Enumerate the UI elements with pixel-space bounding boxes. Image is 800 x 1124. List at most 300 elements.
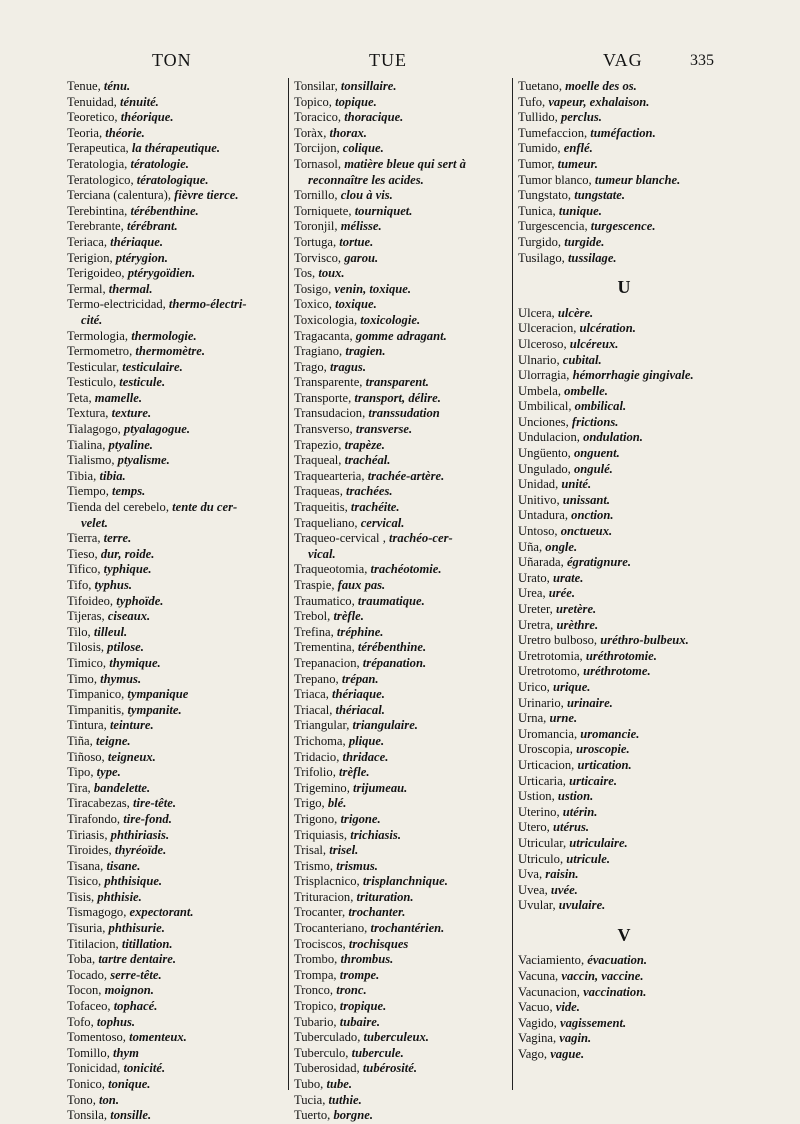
headword: Timpanico, — [67, 687, 125, 702]
translation: utriculaire. — [569, 835, 628, 850]
headword: Tullido, — [518, 110, 558, 125]
headword: Ulorragia, — [518, 368, 570, 383]
dictionary-entry — [518, 555, 730, 571]
dictionary-entry — [294, 937, 510, 953]
headword: Terigion, — [67, 250, 113, 265]
translation: transparent. — [365, 375, 429, 390]
headword: Trocanteriano, — [294, 921, 368, 936]
headword: Toronjil, — [294, 219, 338, 234]
entry-continuation — [67, 516, 287, 532]
headword: Tienda del cerebelo, — [67, 500, 169, 515]
headword: Uñarada, — [518, 555, 564, 570]
headword: Unitivo, — [518, 492, 560, 507]
headword: Traqueitis, — [294, 500, 348, 515]
dictionary-entry — [67, 484, 287, 500]
translation: toxique. — [335, 297, 377, 312]
translation: tuthie. — [328, 1092, 362, 1107]
headword: Unidad, — [518, 477, 559, 492]
dictionary-entry — [67, 703, 287, 719]
translation: texture. — [111, 406, 152, 421]
dictionary-entry — [67, 500, 287, 516]
dictionary-entry — [67, 406, 287, 422]
dictionary-entry — [294, 687, 510, 703]
headword: Termologia, — [67, 328, 129, 343]
translation: trapèze. — [344, 437, 385, 452]
dictionary-entry — [518, 633, 730, 649]
translation: tire-tête. — [132, 796, 176, 811]
dictionary-entry — [518, 618, 730, 634]
headword: Testiculo, — [67, 375, 117, 390]
dictionary-entry — [294, 360, 510, 376]
translation: trigone. — [340, 811, 381, 826]
dictionary-entry — [518, 1047, 730, 1063]
headword: Traqueo-cervical , — [294, 531, 386, 546]
headword: Vaciamiento, — [518, 953, 585, 968]
dictionary-entry — [518, 251, 730, 267]
translation: colique. — [342, 141, 384, 156]
dictionary-entry — [518, 353, 730, 369]
dictionary-entry — [67, 968, 287, 984]
translation: urtication. — [577, 757, 632, 772]
translation: trachée-artère. — [367, 468, 445, 483]
dictionary-entry — [518, 141, 730, 157]
dictionary-entry — [67, 874, 287, 890]
headword: Tragiano, — [294, 344, 343, 359]
dictionary-entry — [518, 680, 730, 696]
translation: théorie. — [105, 125, 145, 140]
dictionary-entry — [67, 828, 287, 844]
headword: Tumor, — [518, 156, 555, 171]
translation: ombelle. — [564, 383, 608, 398]
dictionary-entry — [518, 204, 730, 220]
translation: trisel. — [329, 843, 359, 858]
entry-continuation — [294, 173, 510, 189]
column-1 — [67, 79, 287, 1124]
dictionary-entry — [67, 344, 287, 360]
dictionary-entry — [294, 344, 510, 360]
dictionary-entry — [67, 952, 287, 968]
dictionary-entry — [294, 516, 510, 532]
dictionary-entry — [518, 1016, 730, 1032]
headword: Urticacion, — [518, 757, 575, 772]
dictionary-entry — [67, 718, 287, 734]
dictionary-entry — [294, 781, 510, 797]
dictionary-entry — [518, 1031, 730, 1047]
column-2 — [294, 79, 510, 1124]
translation: uretère. — [555, 602, 597, 616]
headword: Tonsilar, — [294, 79, 338, 93]
headword: Utero, — [518, 820, 550, 835]
headword: Tiriasis, — [67, 827, 108, 842]
translation: tuméfaction. — [590, 125, 656, 140]
dictionary-entry — [67, 79, 287, 95]
headword: Torcijon, — [294, 141, 340, 156]
running-header-left: TON — [152, 50, 192, 70]
headword: Transparente, — [294, 375, 363, 390]
headword: Tisuria, — [67, 921, 106, 936]
translation: velet. — [81, 515, 108, 530]
headword: Trismo, — [294, 858, 334, 873]
dictionary-entry — [294, 329, 510, 345]
dictionary-entry — [518, 711, 730, 727]
dictionary-entry — [294, 110, 510, 126]
translation: trachéotomie. — [370, 562, 442, 577]
dictionary-entry — [294, 266, 510, 282]
dictionary-entry — [518, 493, 730, 509]
translation: vagissement. — [559, 1015, 627, 1030]
dictionary-entry — [518, 571, 730, 587]
headword: Tumefaccion, — [518, 125, 588, 140]
headword: Uroscopia, — [518, 742, 573, 757]
headword: Tialismo, — [67, 453, 115, 468]
headword: Trocanter, — [294, 905, 346, 920]
translation: ptérygoïdien. — [127, 266, 196, 281]
headword: Timpanitis, — [67, 702, 125, 717]
translation: urne. — [549, 711, 578, 726]
dictionary-entry — [518, 742, 730, 758]
translation: cervical. — [360, 515, 405, 530]
dictionary-entry — [518, 758, 730, 774]
dictionary-entry — [518, 540, 730, 556]
translation: urinaire. — [566, 695, 613, 710]
translation: ptyalagogue. — [123, 422, 191, 437]
headword: Uvea, — [518, 882, 548, 897]
translation: uréthrotome. — [583, 664, 651, 679]
dictionary-entry — [294, 453, 510, 469]
dictionary-entry — [67, 469, 287, 485]
dictionary-entry — [294, 1077, 510, 1093]
headword: Tortuga, — [294, 234, 337, 249]
translation: tonsille. — [110, 1108, 152, 1123]
headword: Terapeutica, — [67, 141, 129, 156]
dictionary-entry — [294, 157, 510, 173]
dictionary-entry — [518, 126, 730, 142]
translation: évacuation. — [587, 953, 648, 968]
dictionary-entry — [518, 173, 730, 189]
headword: Tenue, — [67, 79, 101, 93]
headword: Teoria, — [67, 125, 103, 140]
headword: Trefina, — [294, 624, 334, 639]
dictionary-entry — [294, 672, 510, 688]
translation: teinture. — [109, 718, 154, 733]
headword: Urinario, — [518, 695, 564, 710]
headword: Turgescencia, — [518, 219, 588, 234]
dictionary-entry — [518, 985, 730, 1001]
dictionary-entry — [294, 469, 510, 485]
dictionary-entry — [294, 391, 510, 407]
headword: Termometro, — [67, 344, 133, 359]
translation: transport, délire. — [354, 390, 441, 405]
translation: raisin. — [545, 867, 579, 882]
translation: faux pas. — [337, 578, 386, 592]
translation: urique. — [552, 679, 591, 694]
translation: thorax. — [329, 125, 367, 140]
headword: Tuetano, — [518, 79, 562, 93]
dictionary-entry — [67, 890, 287, 906]
translation: thermomètre. — [135, 344, 205, 359]
dictionary-entry — [294, 874, 510, 890]
translation: thermologie. — [131, 328, 197, 343]
dictionary-entry — [67, 547, 287, 563]
headword: Ulceroso, — [518, 336, 567, 351]
translation: ton. — [99, 1092, 119, 1107]
translation: vide. — [555, 1000, 580, 1015]
translation: perclus. — [560, 110, 602, 125]
headword: Utriculo, — [518, 851, 564, 866]
headword: Transporte, — [294, 390, 352, 405]
dictionary-entry — [518, 953, 730, 969]
translation: typhique. — [103, 562, 152, 577]
translation: ulcéreux. — [569, 336, 619, 351]
headword: Tira, — [67, 780, 91, 795]
translation: urée. — [548, 586, 576, 601]
dictionary-entry — [294, 999, 510, 1015]
translation: cité. — [81, 312, 103, 327]
translation: matière bleue qui sert à — [344, 156, 466, 171]
headword: Uromancia, — [518, 726, 578, 741]
translation: reconnaître les acides. — [308, 172, 424, 187]
headword: Uterino, — [518, 804, 560, 819]
headword: Triangular, — [294, 718, 350, 733]
dictionary-entry — [67, 843, 287, 859]
headword: Urna, — [518, 711, 547, 726]
translation: enflé. — [563, 141, 593, 156]
headword: Ureter, — [518, 602, 553, 616]
headword: Trigono, — [294, 811, 338, 826]
headword: Titilacion, — [67, 936, 119, 951]
dictionary-entry — [518, 805, 730, 821]
translation: tussilage. — [567, 250, 617, 265]
dictionary-entry — [67, 141, 287, 157]
translation: tonsillaire. — [340, 79, 397, 93]
dictionary-entry — [67, 983, 287, 999]
translation: thrombus. — [340, 952, 394, 967]
translation: temps. — [112, 484, 146, 499]
translation: utérin. — [562, 804, 598, 819]
headword: Vagina, — [518, 1031, 557, 1046]
translation: triangulaire. — [352, 718, 418, 733]
translation: transsudation — [368, 406, 440, 421]
translation: tonicité. — [123, 1061, 166, 1076]
headword: Tonicidad, — [67, 1061, 121, 1076]
headword: Tilosis, — [67, 640, 104, 655]
headword: Teratologia, — [67, 156, 128, 171]
translation: tumeur blanche. — [594, 172, 681, 187]
translation: thériaque. — [332, 687, 385, 702]
headword: Tismagogo, — [67, 905, 127, 920]
dictionary-entry — [67, 297, 287, 313]
headword: Tilo, — [67, 624, 91, 639]
translation: ptérygion. — [115, 250, 168, 265]
headword: Terciana (calentura), — [67, 188, 171, 203]
translation: tophacé. — [113, 999, 158, 1014]
dictionary-entry — [518, 415, 730, 431]
translation: térébrant. — [126, 219, 178, 234]
dictionary-entry — [294, 625, 510, 641]
dictionary-entry — [67, 157, 287, 173]
headword: Tumor blanco, — [518, 172, 592, 187]
translation: ténu. — [103, 79, 131, 93]
headword: Ustion, — [518, 789, 555, 804]
entry-continuation — [67, 313, 287, 329]
headword: Trisal, — [294, 843, 327, 858]
dictionary-entry — [67, 656, 287, 672]
dictionary-entry — [294, 718, 510, 734]
dictionary-entry — [67, 531, 287, 547]
dictionary-entry — [67, 173, 287, 189]
headword: Tocado, — [67, 967, 108, 982]
translation: type. — [96, 765, 121, 780]
dictionary-entry — [518, 235, 730, 251]
dictionary-entry — [518, 368, 730, 384]
dictionary-entry — [518, 321, 730, 337]
translation: ongle. — [545, 539, 578, 554]
headword: Vacunacion, — [518, 984, 580, 999]
dictionary-entry — [67, 110, 287, 126]
translation: tomenteux. — [129, 1030, 187, 1045]
headword: Tibia, — [67, 468, 97, 483]
headword: Toxicologia, — [294, 312, 358, 327]
translation: la thérapeutique. — [131, 141, 221, 156]
translation: tonique. — [108, 1077, 151, 1091]
dictionary-entry — [67, 251, 287, 267]
translation: ciseaux. — [107, 609, 151, 624]
translation: phthiriasis. — [110, 827, 170, 842]
headword: Trichoma, — [294, 733, 346, 748]
headword: Trementina, — [294, 640, 355, 655]
translation: ulcère. — [557, 305, 594, 320]
translation: uvulaire. — [558, 898, 606, 913]
dictionary-entry — [67, 562, 287, 578]
translation: typhus. — [94, 578, 132, 592]
dictionary-entry — [294, 952, 510, 968]
translation: fièvre tierce. — [174, 188, 239, 203]
translation: tungstate. — [574, 188, 625, 203]
dictionary-entry — [67, 453, 287, 469]
translation: titillation. — [121, 936, 173, 951]
translation: ptyaline. — [108, 437, 153, 452]
dictionary-entry — [294, 921, 510, 937]
headword: Tumido, — [518, 141, 561, 156]
headword: Teriaca, — [67, 234, 108, 249]
headword: Trituracion, — [294, 889, 354, 904]
dictionary-entry — [67, 672, 287, 688]
headword: Tierra, — [67, 531, 101, 546]
dictionary-entry — [518, 384, 730, 400]
headword: Tusilago, — [518, 250, 565, 265]
translation: uromancie. — [580, 726, 640, 741]
headword: Unciones, — [518, 414, 569, 429]
headword: Tisis, — [67, 889, 95, 904]
translation: toxicologie. — [360, 312, 421, 327]
translation: vical. — [308, 546, 336, 561]
headword: Tiroides, — [67, 843, 112, 858]
headword: Tono, — [67, 1092, 96, 1107]
headword: Umbilical, — [518, 399, 572, 414]
headword: Vagido, — [518, 1015, 557, 1030]
translation: thoracique. — [344, 110, 404, 125]
headword: Turgido, — [518, 234, 562, 249]
translation: unité. — [561, 477, 592, 492]
translation: tympanite. — [127, 702, 182, 717]
section-letter: U — [617, 277, 631, 298]
translation: expectorant. — [129, 905, 194, 920]
headword: Trapezio, — [294, 437, 342, 452]
translation: trachéo-cer- — [389, 531, 453, 546]
dictionary-entry — [67, 750, 287, 766]
headword: Tragacanta, — [294, 328, 353, 343]
dictionary-entry — [67, 95, 287, 111]
headword: Tialina, — [67, 437, 106, 452]
dictionary-entry — [518, 95, 730, 111]
translation: trachéite. — [350, 500, 400, 515]
headword: Traqueas, — [294, 484, 343, 499]
dictionary-entry — [67, 1046, 287, 1062]
dictionary-entry — [67, 188, 287, 204]
headword: Untoso, — [518, 524, 558, 539]
translation: garou. — [344, 250, 379, 265]
headword: Tiracabezas, — [67, 796, 130, 811]
translation: toux. — [318, 266, 345, 281]
translation: tube. — [326, 1077, 352, 1091]
dictionary-entry — [518, 399, 730, 415]
headword: Uretrotomo, — [518, 664, 580, 679]
dictionary-entry — [294, 734, 510, 750]
dictionary-entry — [67, 921, 287, 937]
dictionary-entry — [294, 204, 510, 220]
headword: Vacuna, — [518, 969, 559, 984]
headword: Tiñoso, — [67, 749, 105, 764]
translation: onguent. — [573, 446, 620, 461]
translation: tératologie. — [130, 156, 189, 171]
translation: venin, toxique. — [334, 281, 412, 296]
dictionary-entry — [67, 625, 287, 641]
translation: trépan. — [341, 671, 379, 686]
dictionary-entry — [294, 1061, 510, 1077]
headword: Trompa, — [294, 967, 337, 982]
dictionary-entry — [294, 828, 510, 844]
column-3 — [518, 79, 730, 1063]
dictionary-entry — [518, 789, 730, 805]
dictionary-entry — [67, 640, 287, 656]
dictionary-entry — [67, 282, 287, 298]
translation: turgide. — [564, 234, 605, 249]
translation: thyréoïde. — [114, 843, 167, 858]
headword: Tomentoso, — [67, 1030, 126, 1045]
headword: Tenuidad, — [67, 94, 117, 109]
headword: Tosigo, — [294, 281, 332, 296]
translation: vaccination. — [583, 984, 647, 999]
headword: Ungüento, — [518, 446, 571, 461]
dictionary-entry — [294, 968, 510, 984]
translation: dur, roide. — [100, 546, 155, 561]
translation: gomme adragant. — [355, 328, 447, 343]
dictionary-entry — [294, 750, 510, 766]
translation: thymique. — [109, 655, 161, 670]
headword: Vago, — [518, 1047, 548, 1062]
headword: Uva, — [518, 867, 543, 882]
translation: unissant. — [562, 492, 611, 507]
translation: tibia. — [99, 468, 126, 483]
dictionary-entry — [294, 1046, 510, 1062]
headword: Tronco, — [294, 983, 334, 998]
headword: Tifico, — [67, 562, 101, 577]
headword: Torvisco, — [294, 250, 342, 265]
translation: trochisques — [348, 936, 409, 951]
headword: Tiña, — [67, 733, 93, 748]
headword: Teta, — [67, 390, 92, 405]
translation: tubercule. — [351, 1045, 404, 1060]
